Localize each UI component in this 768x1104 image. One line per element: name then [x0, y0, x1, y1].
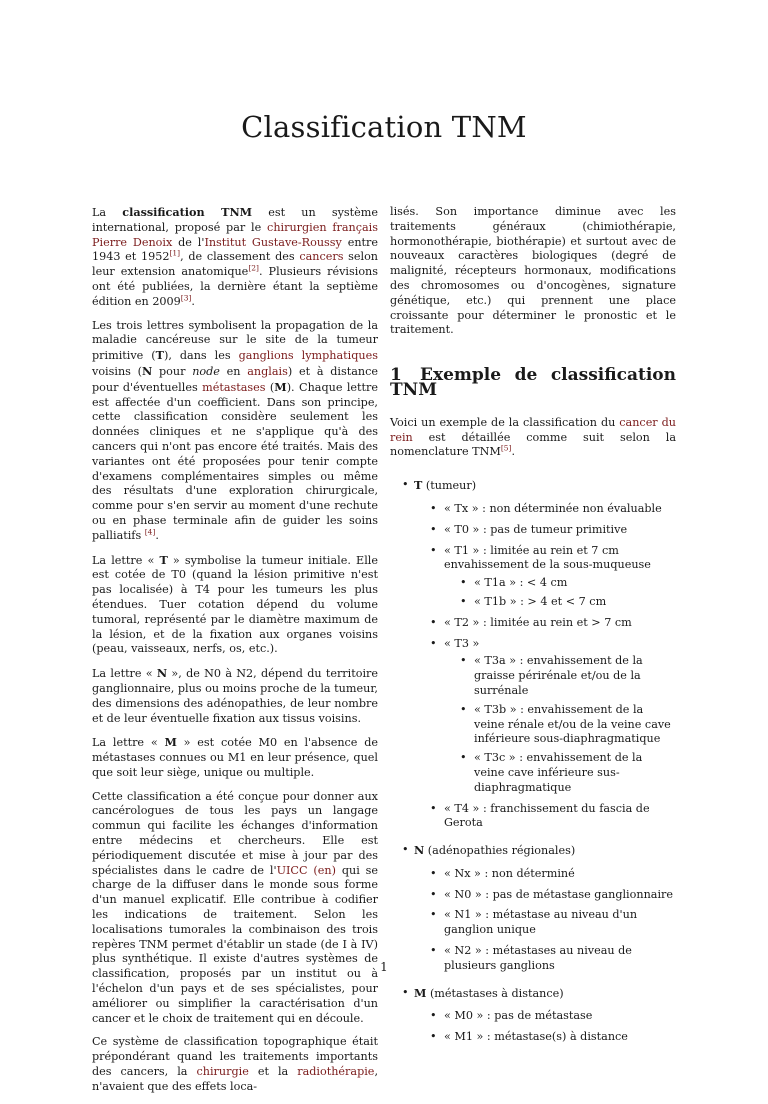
- link-anglais[interactable]: anglais: [247, 364, 288, 378]
- link-metastases[interactable]: métastases: [202, 380, 266, 394]
- link-cancers[interactable]: cancers: [299, 250, 344, 264]
- link-pierre-denoix[interactable]: Pierre Denoix: [92, 235, 173, 249]
- letters-paragraph: Les trois lettres symbolisent la propagation de la maladie cancéreuse sur le site de la tumeur primitive (T), dans les ganglions lymphatiques voisins (N pour node en anglais) et à distance pour d'éventuelles métastases (M). Chaque lettre est affectée d'un coefficient. Dans son principe, cette classification considère seulement les données cliniques et ne s'applique qu'à des cancers qui n'ont pas encore été traités. Mais des variantes ont été proposées pour tenir compte d'examens complémentaires simples ou même des résultats d'une exploration chirurgicale, comme pour s'en servir au moment d'une rechute ou en phase terminale afin de guider les soins palliatifs [4].: [92, 318, 379, 542]
- n-sublist: [414, 867, 676, 974]
- link-uicc[interactable]: UICC (en): [276, 863, 336, 877]
- list-item: • « T2 » : limitée au rein et > 7 cm: [414, 616, 676, 631]
- example-intro: Voici un exemple de la classification du cancer du rein est détaillée comme suit selon la nomenclature TNM[5].: [390, 415, 676, 459]
- citation-4[interactable]: [4]: [144, 527, 156, 536]
- citation-5[interactable]: [5]: [500, 443, 512, 453]
- intro-paragraph: La classification TNM est un système international, proposé par le chirurgien français Pierre Denoix de l'Institut Gustave-Roussy entre 1943 et 1952[1], de classement des cancers selon leur extension anatomique[2]. Plusieurs révisions ont été publiées, la dernière étant la septième édition en 2009[3].: [92, 205, 379, 308]
- link-chirurgie[interactable]: chirurgie: [196, 1065, 249, 1079]
- list-item: • « N1 » : métastase au niveau d'un ganglion unique: [414, 908, 676, 938]
- list-item: • « M0 » : pas de métastase: [414, 1009, 676, 1024]
- m-sublist: [414, 1009, 676, 1045]
- m-paragraph: La lettre « M » est cotée M0 en l'absence de métastases connues ou M1 en leur présence, quel que soit leur siège, unique ou multiple.: [92, 735, 378, 779]
- t3-sublist: [444, 654, 676, 795]
- citation-1[interactable]: [1]: [169, 248, 181, 258]
- list-item: • « T3a » : envahissement de la graisse périrénale et/ou de la surrénale: [444, 654, 676, 698]
- purpose-paragraph: Cette classification a été conçue pour donner aux cancérologues de tous les pays un langage commun qui facilite les échanges d'information entre médecins et chercheurs. Elle est périodiquement discutée et mise à jour par des spécialistes dans le cadre de l'UICC (en) qui se charge de la diffuser dans le monde sous forme d'un manuel explicatif. Elle contribue à codifier les indications de traitement. Selon les localisations tumorales la combinaison des trois repères TNM permet d'établir un stade (de I à IV) plus synthétique. Il existe d'autres systèmes de classification, proposés par un institut ou à l'échelon d'un pays et de ses spécialistes, pour améliorer ou simplifier la caractérisation d'un cancer et le choix de traitement qui en découle.: [92, 789, 378, 1025]
- citation-2[interactable]: [2]: [248, 263, 259, 273]
- right-column: [390, 205, 676, 1057]
- list-item: • « T3b » : envahissement de la veine rénale et/ou de la veine cave inférieure sous-diaphragmatique: [444, 703, 676, 747]
- section-heading: [390, 365, 676, 400]
- list-item: • « N0 » : pas de métastase ganglionnaire: [414, 888, 676, 903]
- citation-3[interactable]: [3]: [180, 293, 192, 303]
- list-item: • « T3 » • « T3a » : envahissement de la graisse périrénale et/ou de la surrénale • « T3b » : envahissement de la veine rénale et/ou de la veine cave inférieure sous-diaphragmatique • « T3c » : envahissement de la veine cave inférieure sus-diaphragmatique: [414, 637, 676, 796]
- link-ganglions-lymphatiques[interactable]: ganglions lymphatiques: [238, 349, 378, 363]
- continuation-paragraph: lisés. Son importance diminue avec les traitements généraux (chimiothérapie, hormonothérapie, biothérapie) et surtout avec de nouveaux caractères biologiques (degré de malignité, récepteurs hormonaux, modifications des chromosomes ou d'oncogènes, signature génétique, etc.) qui prennent une place croissante pour déterminer le pronostic et le traitement.: [390, 205, 676, 337]
- list-item: • « N2 » : métastases au niveau de plusieurs ganglions: [414, 944, 676, 974]
- section-number: 1: [390, 365, 402, 386]
- link-institut-gustave-roussy[interactable]: Institut Gustave-Roussy: [204, 235, 342, 249]
- list-item: • « Tx » : non déterminée non évaluable: [414, 502, 676, 517]
- list-item: • « Nx » : non déterminé: [414, 867, 676, 882]
- list-item: • « T1b » : > 4 et < 7 cm: [444, 595, 676, 610]
- t1-sublist: [444, 576, 676, 610]
- link-chirurgien-francais[interactable]: chirurgien français: [267, 220, 378, 234]
- page-number: 1: [380, 960, 388, 974]
- history-paragraph: Ce système de classification topographique était prépondérant quand les traitements importants des cancers, la chirurgie et la radiothérapie, n'avaient que des effets loca-: [92, 1035, 378, 1093]
- bold-term: classification TNM: [122, 205, 253, 219]
- page-title: Classification TNM: [241, 110, 527, 144]
- list-item: • « T1 » : limitée au rein et 7 cm envahissement de la sous-muqueuse • « T1a » : < 4 cm • « T1b » : > 4 et < 7 cm: [414, 544, 676, 610]
- link-cancer-du-rein[interactable]: cancer du rein: [390, 415, 676, 444]
- list-item: • « T4 » : franchissement du fascia de Gerota: [414, 802, 676, 832]
- t-sublist: [414, 502, 676, 831]
- t-paragraph: La lettre « T » symbolise la tumeur initiale. Elle est cotée de T0 (quand la lésion primitive n'est pas localisée) à T4 pour les tumeurs les plus étendues. Tuer cotation dépend du volume tumoral, représenté par le diamètre maximum de la lésion, et de la fixation aux organes voisins (peau, vaisseaux, nerfs, os, etc.).: [92, 552, 378, 656]
- list-item: • « T0 » : pas de tumeur primitive: [414, 523, 676, 538]
- list-item: • « M1 » : métastase(s) à distance: [414, 1030, 676, 1045]
- list-item-t: • T (tumeur) • « Tx » : non déterminée non évaluable • « T0 » : pas de tumeur primitive • « T1 » : limitée au rein et 7 cm envahissement de la sous-muqueuse • « T1a » : < 4 cm • « T1b » : > 4 et < 7 cm • « T2 » : limitée au rein et > 7 cm • « T3 » • « T3a » : envahissement de la graisse périrénale et/ou de la surrénale • « T3b » : envahissement de la veine rénale et/ou de la veine cave inférieure sous-diaphragmatique • « T3c » : envahissement de la veine cave inférieure sus-diaphragmatique • « T4 » : franchissement du fascia de Gerota: [390, 478, 676, 831]
- list-item-n: • N (adénopathies régionales) • « Nx » : non déterminé • « N0 » : pas de métastase ganglionnaire • « N1 » : métastase au niveau d'un ganglion unique • « N2 » : métastases au niveau de plusieurs ganglions: [390, 843, 676, 974]
- link-radiotherapie[interactable]: radiothérapie: [297, 1065, 375, 1079]
- list-item: • « T3c » : envahissement de la veine cave inférieure sus-diaphragmatique: [444, 751, 676, 795]
- list-item-m: • M (métastases à distance) • « M0 » : pas de métastase • « M1 » : métastase(s) à distance: [390, 986, 676, 1045]
- section-title: Exemple de classification TNM: [390, 365, 676, 400]
- list-item: • « T1a » : < 4 cm: [444, 576, 676, 591]
- n-paragraph: La lettre « N », de N0 à N2, dépend du territoire ganglionnaire, plus ou moins proche de la tumeur, des dimensions des adénopathies, de leur nombre et de leur éventuelle fixation aux tissus voisins.: [92, 666, 378, 725]
